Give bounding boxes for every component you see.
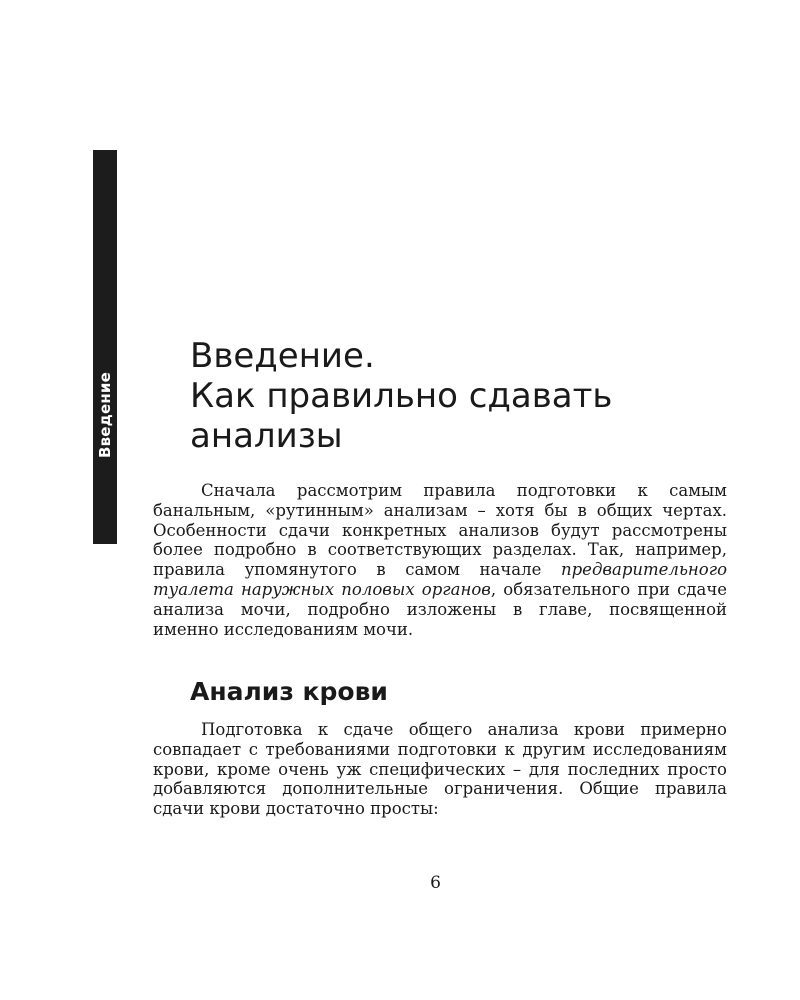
chapter-title-line-2: Как правильно сдавать: [190, 376, 613, 416]
intro-text-part-2: , обязательного при сдаче анализа мочи, подробно изложены в главе, посвященной именно исследованиям мочи.: [153, 579, 727, 639]
chapter-side-tab: [93, 150, 117, 544]
chapter-title: [190, 336, 612, 456]
intro-paragraph: [153, 481, 727, 639]
blood-analysis-paragraph: Подготовка к сдаче общего анализа крови примерно совпадает с требованиями подготовки к другим исследованиям крови, кроме очень уж специфических – для последних просто добавляются дополнительные ограничения. Общие правила сдачи крови достаточно просты:: [153, 720, 727, 819]
section-heading-blood-analysis: Анализ крови: [190, 677, 388, 706]
chapter-title-line-3: анализы: [190, 416, 343, 456]
chapter-side-tab-label: Введение: [96, 371, 114, 459]
chapter-title-line-1: Введение.: [190, 336, 375, 376]
page-number: 6: [430, 873, 441, 893]
intro-italic-phrase: предварительного туалета наружных половых органов: [153, 560, 727, 599]
intro-text-part-1: Сначала рассмотрим правила подготовки к самым банальным, «рутинным» анализам – хотя бы в общих чертах. Особенности сдачи конкретных анализов будут рассмотрены более подробно в соответствующих разделах. Так, например, правила упомянутого в самом начале: [153, 481, 727, 580]
